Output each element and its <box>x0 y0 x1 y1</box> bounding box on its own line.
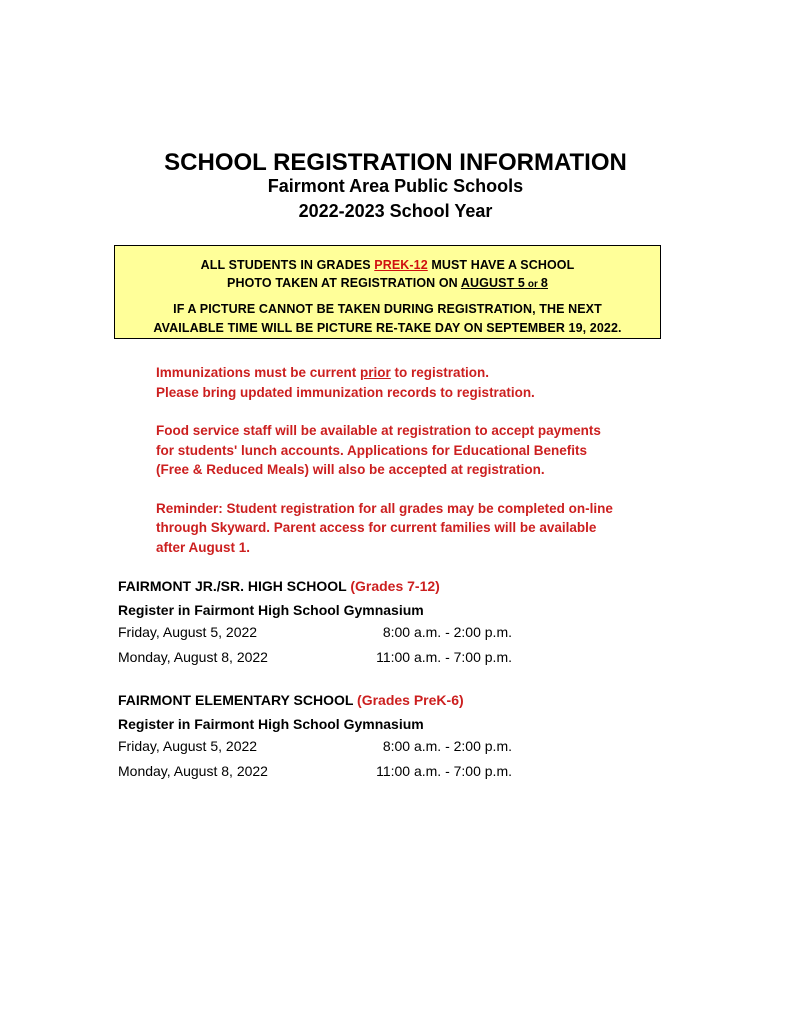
photo-notice-box <box>114 245 661 339</box>
session-time: 8:00 a.m. - 2:00 p.m. <box>382 624 512 640</box>
reminder-line-1: Reminder: Student registration for all grades may be completed on-line <box>156 501 613 516</box>
food-line-1: Food service staff will be available at registration to accept payments <box>156 423 601 438</box>
page-title: SCHOOL REGISTRATION INFORMATION <box>164 149 627 176</box>
notice-line-1-pre: ALL STUDENTS IN GRADES <box>200 258 375 272</box>
district-name: Fairmont Area Public Schools <box>267 176 524 196</box>
session-date: Friday, August 5, 2022 <box>118 738 258 754</box>
session-time: 8:00 a.m. - 2:00 p.m. <box>382 738 512 754</box>
session-date: Friday, August 5, 2022 <box>118 624 258 640</box>
session-date: Monday, August 8, 2022 <box>118 649 268 665</box>
school-heading-high <box>118 578 440 594</box>
school-year: 2022-2023 School Year <box>298 201 493 221</box>
notice-grades: PREK-12 <box>374 258 428 272</box>
reminder-line-2: through Skyward. Parent access for current families will be available <box>156 520 597 535</box>
school-grades: (Grades PreK-6) <box>357 692 464 708</box>
food-line-2: for students' lunch accounts. Applications for Educational Benefits <box>156 443 588 458</box>
school-name: FAIRMONT JR./SR. HIGH SCHOOL <box>118 578 347 594</box>
immunization-post: to registration. <box>390 365 490 380</box>
notice-line-4: AVAILABLE TIME WILL BE PICTURE RE-TAKE DAY ON SEPTEMBER 19, 2022. <box>153 321 622 335</box>
school-grades: (Grades 7-12) <box>350 578 440 594</box>
immunization-line-2: Please bring updated immunization records to registration. <box>156 385 535 400</box>
school-name: FAIRMONT ELEMENTARY SCHOOL <box>118 692 354 708</box>
notice-line-2 <box>115 276 660 290</box>
notice-line-3: IF A PICTURE CANNOT BE TAKEN DURING REGISTRATION, THE NEXT <box>173 302 602 316</box>
school-location: Register in Fairmont High School Gymnasium <box>118 602 424 618</box>
school-heading-elementary <box>118 692 464 708</box>
notice-line-2-pre: PHOTO TAKEN AT REGISTRATION ON <box>227 276 461 290</box>
immunization-pre: Immunizations must be current <box>156 365 361 380</box>
immunization-line-1 <box>156 365 489 380</box>
notice-line-1-post: MUST HAVE A SCHOOL <box>427 258 575 272</box>
session-date: Monday, August 8, 2022 <box>118 763 268 779</box>
food-line-3: (Free & Reduced Meals) will also be accepted at registration. <box>156 462 545 477</box>
school-location: Register in Fairmont High School Gymnasium <box>118 716 424 732</box>
reminder-line-3: after August 1. <box>156 540 251 555</box>
notice-line-1 <box>115 258 660 272</box>
notice-date-2: 8 <box>540 276 548 290</box>
notice-or: or <box>524 279 541 290</box>
session-time: 11:00 a.m. - 7:00 p.m. <box>376 763 512 779</box>
notice-date-1: AUGUST 5 <box>460 276 525 290</box>
immunization-prior: prior <box>360 365 391 380</box>
session-time: 11:00 a.m. - 7:00 p.m. <box>376 649 512 665</box>
